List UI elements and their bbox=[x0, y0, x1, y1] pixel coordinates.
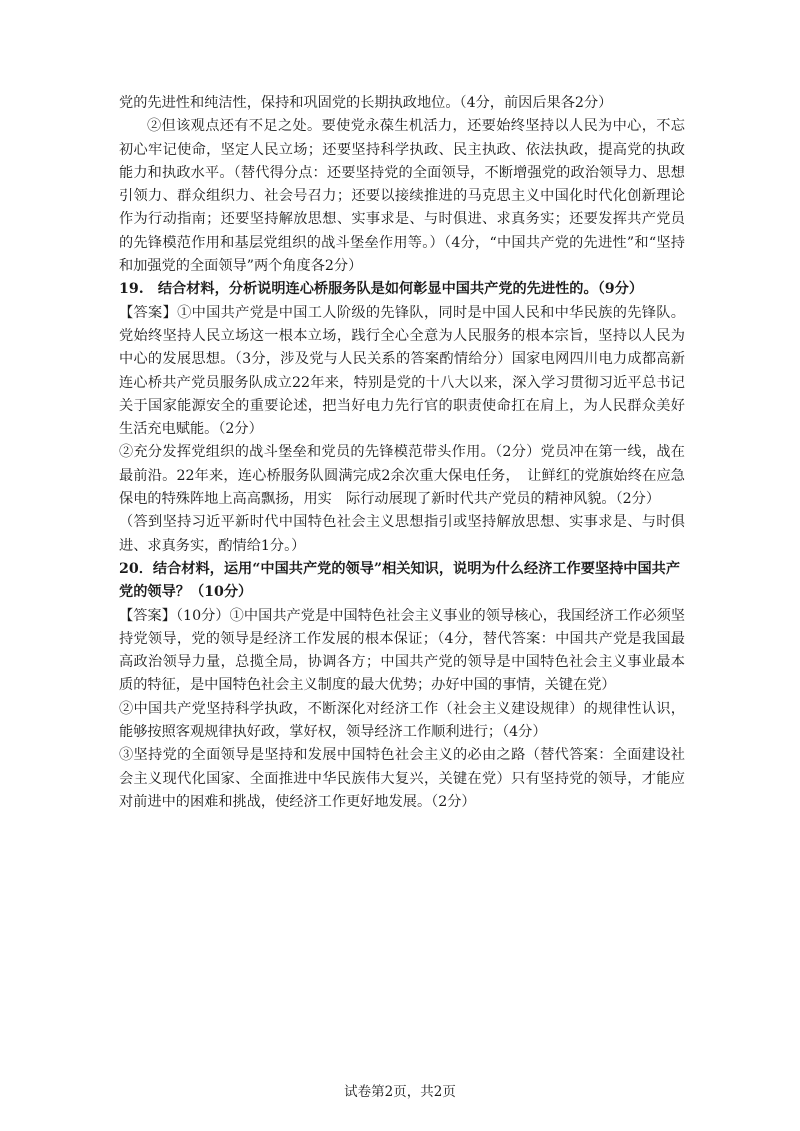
answer-19-part-1: 【答案】①中国共产党是中国工人阶级的先锋队，同时是中国人民和中华民族的先锋队。党始终坚持人民立场这一根本立场，践行全心全意为人民服务的根本宗旨，坚持以人民为中心的发展思想。（3分，涉及党与人民关系的答案酌情给分）国家电网四川电力成都高新连心桥共产党员服务队成立22年来，特别是党的十八大以来，深入学习贯彻习近平总书记关于国家能源安全的重要论述，把当好电力先行官的职责使命扛在肩上，为人民群众美好生活充电赋能。（2分） bbox=[119, 304, 685, 438]
answer-content bbox=[119, 92, 685, 814]
answer-19-part-2: ②充分发挥党组织的战斗堡垒和党员的先锋模范带头作用。（2分）党员冲在第一线，战在最前沿。22年来，连心桥服务队圆满完成2余次重大保电任务， 让鲜红的党旗始终在应急保电的特殊阵地上高高飘扬，用实 际行动展现了新时代共产党员的精神风貌。（2分） bbox=[119, 444, 685, 508]
page-footer: 试卷第2页，共2页 bbox=[344, 1084, 456, 1100]
answer-19-note: （答到坚持习近平新时代中国特色社会主义思想指引或坚持解放思想、实事求是、与时俱进、求真务实，酌情给1分。） bbox=[119, 514, 685, 554]
question-19: 19. 结合材料，分析说明连心桥服务队是如何彰显中国共产党的先进性的。（9分） bbox=[119, 281, 644, 298]
answer-20-part-3: ③坚持党的全面领导是坚持和发展中国特色社会主义的必由之路（替代答案：全面建设社会主义现代化国家、全面推进中华民族伟大复兴，关键在党）只有坚持党的领导，才能应对前进中的困难和挑战，使经济工作更好地发展。（2分） bbox=[119, 747, 685, 810]
paragraph-2: ②但该观点还有不足之处。要使党永葆生机活力，还要始终坚持以人民为中心，不忘初心牢记使命，坚定人民立场；还要坚持科学执政、民主执政、依法执政，提高党的执政能力和执政水平。（替代得分点：还要坚持党的全面领导，不断增强党的政治领导力、思想引领力、群众组织力、社会号召力；还要以接续推进的马克思主义中国化时代化创新理论作为行动指南；还要坚持解放思想、实事求是、与时俱进、求真务实；还要发挥共产党员的先锋模范作用和基层党组织的战斗堡垒作用等。）（4分，“中国共产党的先进性”和“坚持和加强党的全面领导”两个角度各2分） bbox=[119, 118, 685, 275]
answer-20-part-1: 【答案】（10分）①中国共产党是中国特色社会主义事业的领导核心，我国经济工作必须坚持党领导，党的领导是经济工作发展的根本保证；（4分，替代答案：中国共产党是我国最高政治领导力量，总揽全局，协调各方；中国共产党的领导是中国特色社会主义事业最本质的特征，是中国特色社会主义制度的最大优势；办好中国的事情，关键在党） bbox=[119, 607, 685, 694]
answer-20-part-2: ②中国共产党坚持科学执政，不断深化对经济工作（社会主义建设规律）的规律性认识，能够按照客观规律执好政，掌好权，领导经济工作顺利进行；（4分） bbox=[119, 700, 685, 741]
paragraph-1: 党的先进性和纯洁性，保持和巩固党的长期执政地位。（4分，前因后果各2分） bbox=[119, 95, 613, 111]
question-20: 20．结合材料，运用“中国共产党的领导”相关知识，说明为什么经济工作要坚持中国共产党的领导？（10分） bbox=[119, 560, 681, 601]
